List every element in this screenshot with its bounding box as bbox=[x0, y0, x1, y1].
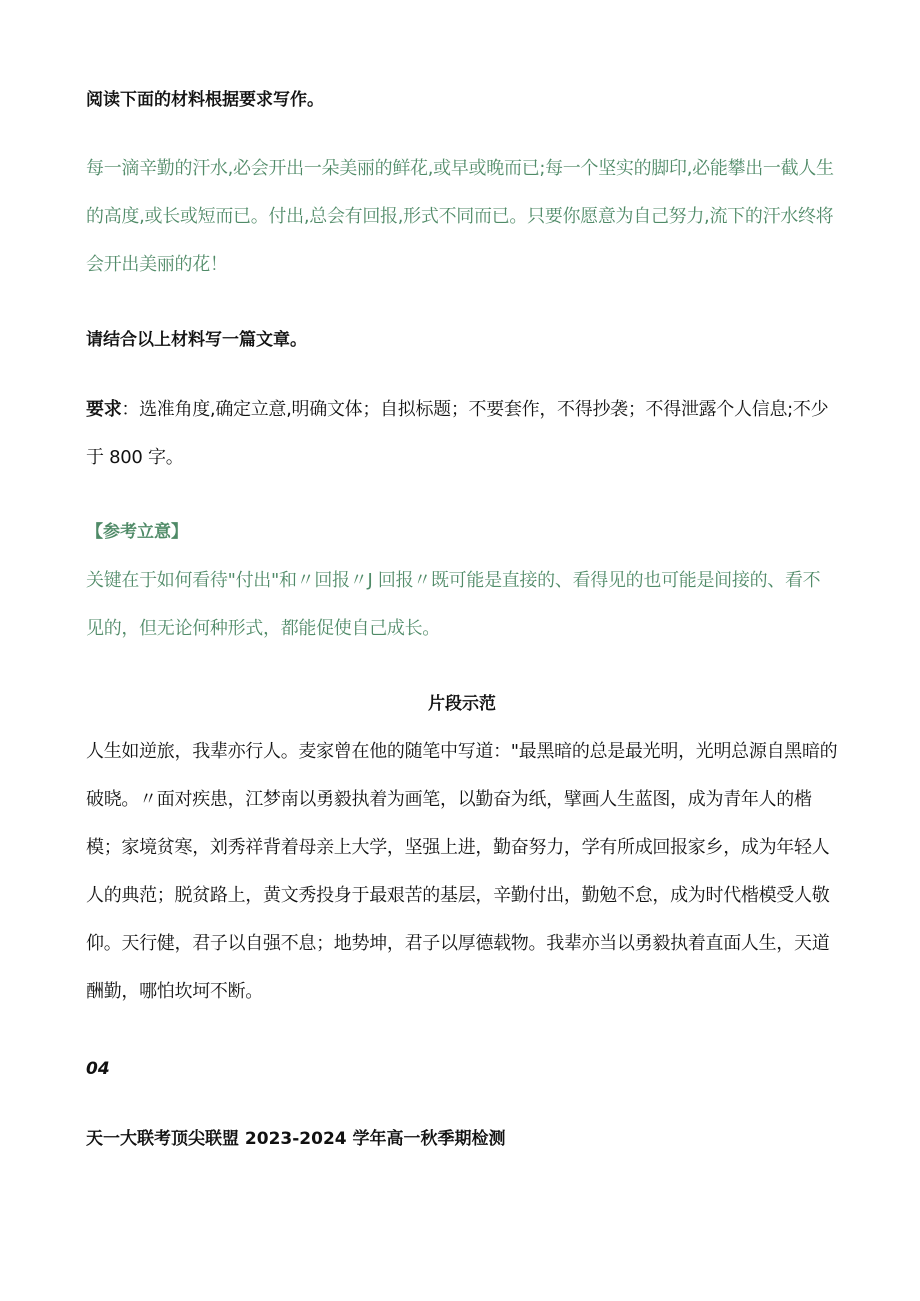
task-heading-block bbox=[86, 328, 838, 352]
sample-text-block bbox=[86, 728, 838, 1016]
instruction-heading-block bbox=[86, 88, 838, 112]
section-number: 04 bbox=[86, 1059, 110, 1079]
requirements-paragraph bbox=[86, 386, 838, 482]
instruction-heading: 阅读下面的材料根据要求写作。 bbox=[86, 90, 324, 110]
material-block bbox=[86, 145, 838, 289]
section-number-block bbox=[86, 1057, 838, 1081]
sample-title-block bbox=[86, 692, 838, 716]
sample-title: 片段示范 bbox=[428, 694, 496, 714]
material-paragraph: 每一滴辛勤的汗水,必会开出一朵美丽的鲜花,或早或晚而已;每一个坚实的脚印,必能攀出一截人生的高度,或长或短而已。付出,总会有回报,形式不同而已。只要你愿意为自己努力,流下的汗水终将会开出美丽的花！ bbox=[86, 158, 834, 275]
requirements-label: 要求 bbox=[86, 399, 122, 420]
requirements-text: ：选准角度,确定立意,明确文体；自拟标题；不要套作，不得抄袭；不得泄露个人信息;不少于 800 字。 bbox=[86, 399, 829, 468]
reference-text-block bbox=[86, 557, 838, 653]
next-heading: 天一大联考顶尖联盟 2023-2024 学年高一秋季期检测 bbox=[86, 1129, 506, 1149]
requirements-block bbox=[86, 386, 838, 482]
task-heading: 请结合以上材料写一篇文章。 bbox=[86, 330, 307, 350]
reference-text: 关键在于如何看待"付出"和〃回报〃J 回报〃既可能是直接的、看得见的也可能是间接的、看不见的，但无论何种形式，都能促使自己成长。 bbox=[86, 570, 821, 639]
reference-title: 【参考立意】 bbox=[86, 522, 188, 542]
sample-text: 人生如逆旅，我辈亦行人。麦家曾在他的随笔中写道："最黑暗的总是最光明，光明总源自黑暗的破晓。〃面对疾患，江梦南以勇毅执着为画笔，以勤奋为纸，擘画人生蓝图，成为青年人的楷模；家境贫寒，刘秀祥背着母亲上大学，坚强上进，勤奋努力，学有所成回报家乡，成为年轻人人的典范；脱贫路上，黄文秀投身于最艰苦的基层，辛勤付出，勤勉不怠，成为时代楷模受人敬仰。天行健，君子以自强不息；地势坤，君子以厚德载物。我辈亦当以勇毅执着直面人生，天道酬勤，哪怕坎坷不断。 bbox=[86, 741, 838, 1002]
next-heading-block bbox=[86, 1127, 838, 1151]
reference-title-block bbox=[86, 520, 838, 544]
